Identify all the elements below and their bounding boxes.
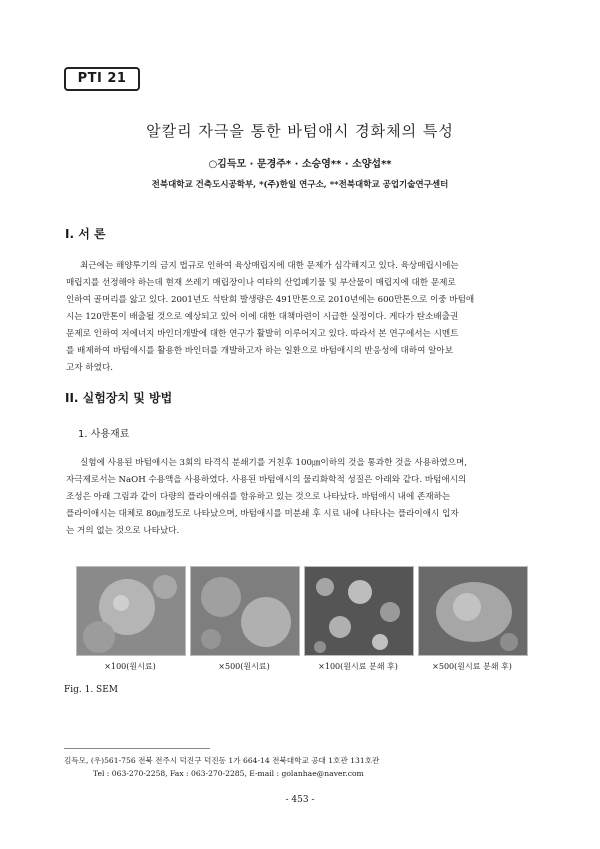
text-line: 고자 하였다.	[66, 363, 113, 373]
text-line: 인하여 골머리를 앓고 있다. 2001년도 석탄회 발생량은 491만톤으로 2010년에는 600만톤으로 이중 바텀애	[66, 295, 475, 305]
text-line: 는 거의 없는 것으로 나타났다.	[66, 526, 180, 536]
authors: ○김득모 · 문경주* · 소승영** · 소양섭**	[208, 159, 392, 170]
text-line: 매립지를 선정해야 하는데 현재 쓰레기 매립장이나 여타의 산업폐기물 및 부산물이 매립지에 대한 문제로	[66, 278, 456, 288]
sem-image-4	[418, 566, 528, 656]
text-line: 최근에는 해양투기의 금지 법규로 인하여 육상매립지에 대한 문제가 심각해지고 있다. 육상매립시에는	[80, 261, 459, 271]
text-line: 시는 120만톤이 배출될 것으로 예상되고 있어 이에 대한 대책마련이 시급한 실정이다. 게다가 탄소배출권	[66, 312, 459, 322]
text-line: 조성은 아래 그림과 같이 다량의 플라이애쉬를 함유하고 있는 것으로 나타났다. 바텀애시 내에 존재하는	[66, 492, 451, 502]
intro-paragraph	[66, 258, 536, 377]
heading-introduction: I. 서 론	[65, 227, 106, 241]
affiliation: 전북대학교 건축도시공학부, *(주)한일 연구소, **전북대학교 공업기술연구센터	[151, 180, 449, 190]
footnote-divider	[64, 748, 210, 749]
footnote-address: 김득모, (우)561-756 전북 전주시 덕진구 덕진동 1가 664-14 전북대학교 공대 1호관 131호관	[64, 756, 380, 765]
sem-image-3	[304, 566, 414, 656]
footnote-contact: Tel : 063-270-2258, Fax : 063-270-2285, E-mail : golanhae@naver.com	[93, 769, 364, 778]
paper-title: 알칼리 자극을 통한 바텀애시 경화체의 특성	[146, 122, 454, 140]
heading-method: II. 실험장치 및 방법	[65, 391, 173, 405]
materials-paragraph	[66, 455, 536, 540]
figure-label: Fig. 1. SEM	[64, 685, 119, 695]
page-number: - 453 -	[285, 795, 315, 805]
text-line: 플라이애시는 대체로 80㎛정도로 나타났으며, 바텀애시를 미분쇄 후 시료 내에 나타나는 플라이애시 입자	[66, 509, 459, 519]
sem-image-2	[190, 566, 300, 656]
figure-caption: ×100(원시료 분쇄 후)	[318, 662, 398, 671]
text-line: 실험에 사용된 바텀애시는 3회의 타격식 분쇄기를 거친후 100㎛이하의 것을 통과한 것을 사용하였으며,	[80, 458, 468, 468]
figure-caption: ×100(원시료)	[104, 662, 156, 671]
text-line: 를 배제하여 바텀애시를 활용한 바인더를 개발하고자 하는 일환으로 바텀애시의 반응성에 대하여 알아보	[66, 346, 454, 356]
sem-figure	[76, 566, 532, 654]
text-line: 문제로 인하여 저에너지 바인더개발에 대한 연구가 활발히 이루어지고 있다. 따라서 본 연구에서는 시멘트	[66, 329, 459, 339]
figure-caption: ×500(원시료)	[218, 662, 270, 671]
figure-caption: ×500(원시료 분쇄 후)	[432, 662, 512, 671]
sem-image-1	[76, 566, 186, 656]
text-line: 자극제로서는 NaOH 수용액을 사용하였다. 사용된 바텀애시의 물리화학적 성질은 아래와 같다. 바텀애시의	[66, 475, 467, 485]
subheading-materials: 1. 사용재료	[78, 429, 130, 440]
section-badge: PTI 21	[64, 67, 140, 91]
